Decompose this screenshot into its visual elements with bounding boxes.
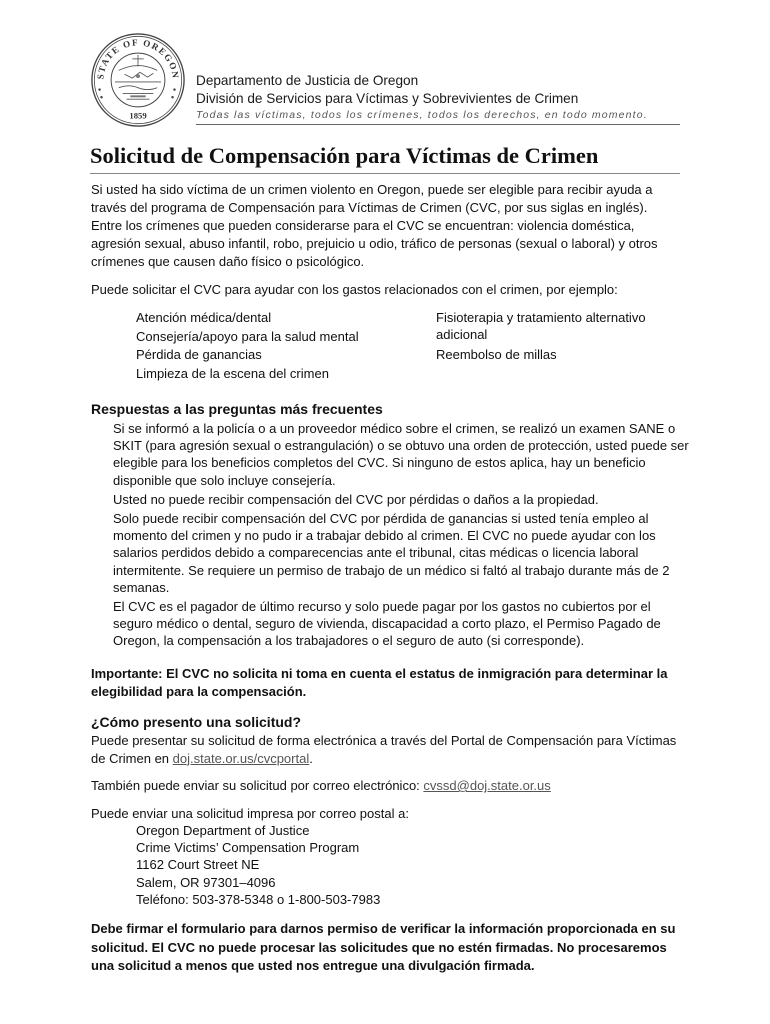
header-divider <box>196 124 680 125</box>
apply-online-text: Puede presentar su solicitud de forma electrónica a través del Portal de Compensación para Víctimas de Crimen en <box>91 733 677 766</box>
division-name: División de Servicios para Víctimas y Sobrevivientes de Crimen <box>196 91 579 106</box>
address-line: Oregon Department of Justice <box>136 823 310 838</box>
costs-column-2 <box>436 309 686 366</box>
immigration-notice: Importante: El CVC no solicita ni toma en cuenta el estatus de inmigración para determinar la elegibilidad para la compensación. <box>91 666 668 699</box>
costs-intro: Puede solicitar el CVC para ayudar con los gastos relacionados con el crimen, por ejemplo: <box>91 282 618 297</box>
department-header <box>196 72 696 122</box>
faq-answer: Usted no puede recibir compensación del CVC por pérdidas o daños a la propiedad. <box>113 491 599 507</box>
title-divider <box>90 173 680 174</box>
page-title: Solicitud de Compensación para Víctimas de Crimen <box>90 143 599 168</box>
list-item: Consejería/apoyo para la salud mental <box>136 328 359 344</box>
list-item: Reembolso de millas <box>436 347 557 362</box>
signature-notice: Debe firmar el formulario para darnos permiso de verificar la información proporcionada en su solicitud. El CVC no puede procesar las solicitudes que no estén firmadas. No procesaremos una solicitud a menos que usted nos entregue una divulgación firmada. <box>91 921 676 973</box>
mailing-address <box>136 822 380 908</box>
faq-list <box>113 420 693 652</box>
tagline: Todas las víctimas, todos los crímenes, todos los derechos, en todo momento. <box>196 109 648 121</box>
portal-link[interactable]: doj.state.or.us/cvcportal <box>172 750 310 766</box>
list-item: Pérdida de ganancias <box>136 347 262 363</box>
department-name: Departamento de Justicia de Oregon <box>196 73 419 88</box>
phone-line: Teléfono: 503-378-5348 o 1-800-503-7983 <box>136 891 381 907</box>
address-line: Salem, OR 97301–4096 <box>136 874 276 890</box>
seal-top-text: STATE OF OREGON <box>95 37 181 80</box>
apply-email <box>91 777 681 795</box>
address-line: Crime Victims’ Compensation Program <box>136 840 360 856</box>
faq-answer: Si se informó a la policía o a un proveedor médico sobre el crimen, se realizó un examen SANE o SKIT (para agresión sexual o estrangulación) o se obtuvo una orden de protección, usted puede ser elegible para los beneficios completos del CVC. Si ninguno de estos aplica, hay un beneficio disponible que solo incluye consejería. <box>113 421 689 488</box>
faq-answer: El CVC es el pagador de último recurso y solo puede pagar por los gastos no cubiertos por el seguro médico o dental, seguro de vivienda, discapacidad a corto plazo, el Permiso Pagado de Oregon, la compensación a los trabajadores o el seguro de auto (si corresponde). <box>113 599 661 649</box>
costs-column-1 <box>136 309 416 383</box>
apply-mail-intro: Puede enviar una solicitud impresa por correo postal a: <box>91 806 409 821</box>
list-item: Atención médica/dental <box>136 310 272 325</box>
intro-paragraph: Si usted ha sido víctima de un crimen violento en Oregon, puede ser elegible para recibir ayuda a través del programa de Compensación para Víctimas de Crimen (CVC, por sus siglas en inglés). Entre los crímenes que pueden considerarse para el CVC se encuentran: violencia doméstica, agresión sexual, abuso infantil, robo, prejuicio u odio, tráfico de personas (sexual o laboral) y otros crímenes que causen daño físico o psicológico. <box>91 182 658 269</box>
apply-email-text: También puede enviar su solicitud por correo electrónico: <box>91 778 424 793</box>
list-item: Fisioterapia y tratamiento alternativo adicional <box>436 310 646 342</box>
apply-online: Puede presentar su solicitud de forma electrónica a través del Portal de Compensación para Víctimas de Crimen en doj.state.or.us/cvcportal. <box>91 733 677 766</box>
email-link[interactable]: cvssd@doj.state.or.us <box>423 778 551 793</box>
faq-heading: Respuestas a las preguntas más frecuentes <box>91 401 383 417</box>
faq-answer: Solo puede recibir compensación del CVC por pérdida de ganancias si usted tenía empleo al momento del crimen y no pudo ir a trabajar debido al crimen. El CVC no puede ayudar con los salarios perdidos debido a comparecencias ante el tribunal, citas médicas o licencia laboral intermitente. Se requiere un permiso de trabajo de un médico si faltó al trabajo durante más de 2 semanas. <box>113 511 670 595</box>
address-line: 1162 Court Street NE <box>136 857 260 873</box>
oregon-state-seal <box>90 32 186 128</box>
list-item: Limpieza de la escena del crimen <box>136 365 329 381</box>
seal-year: 1859 <box>129 110 147 121</box>
apply-heading: ¿Cómo presento una solicitud? <box>91 714 302 730</box>
